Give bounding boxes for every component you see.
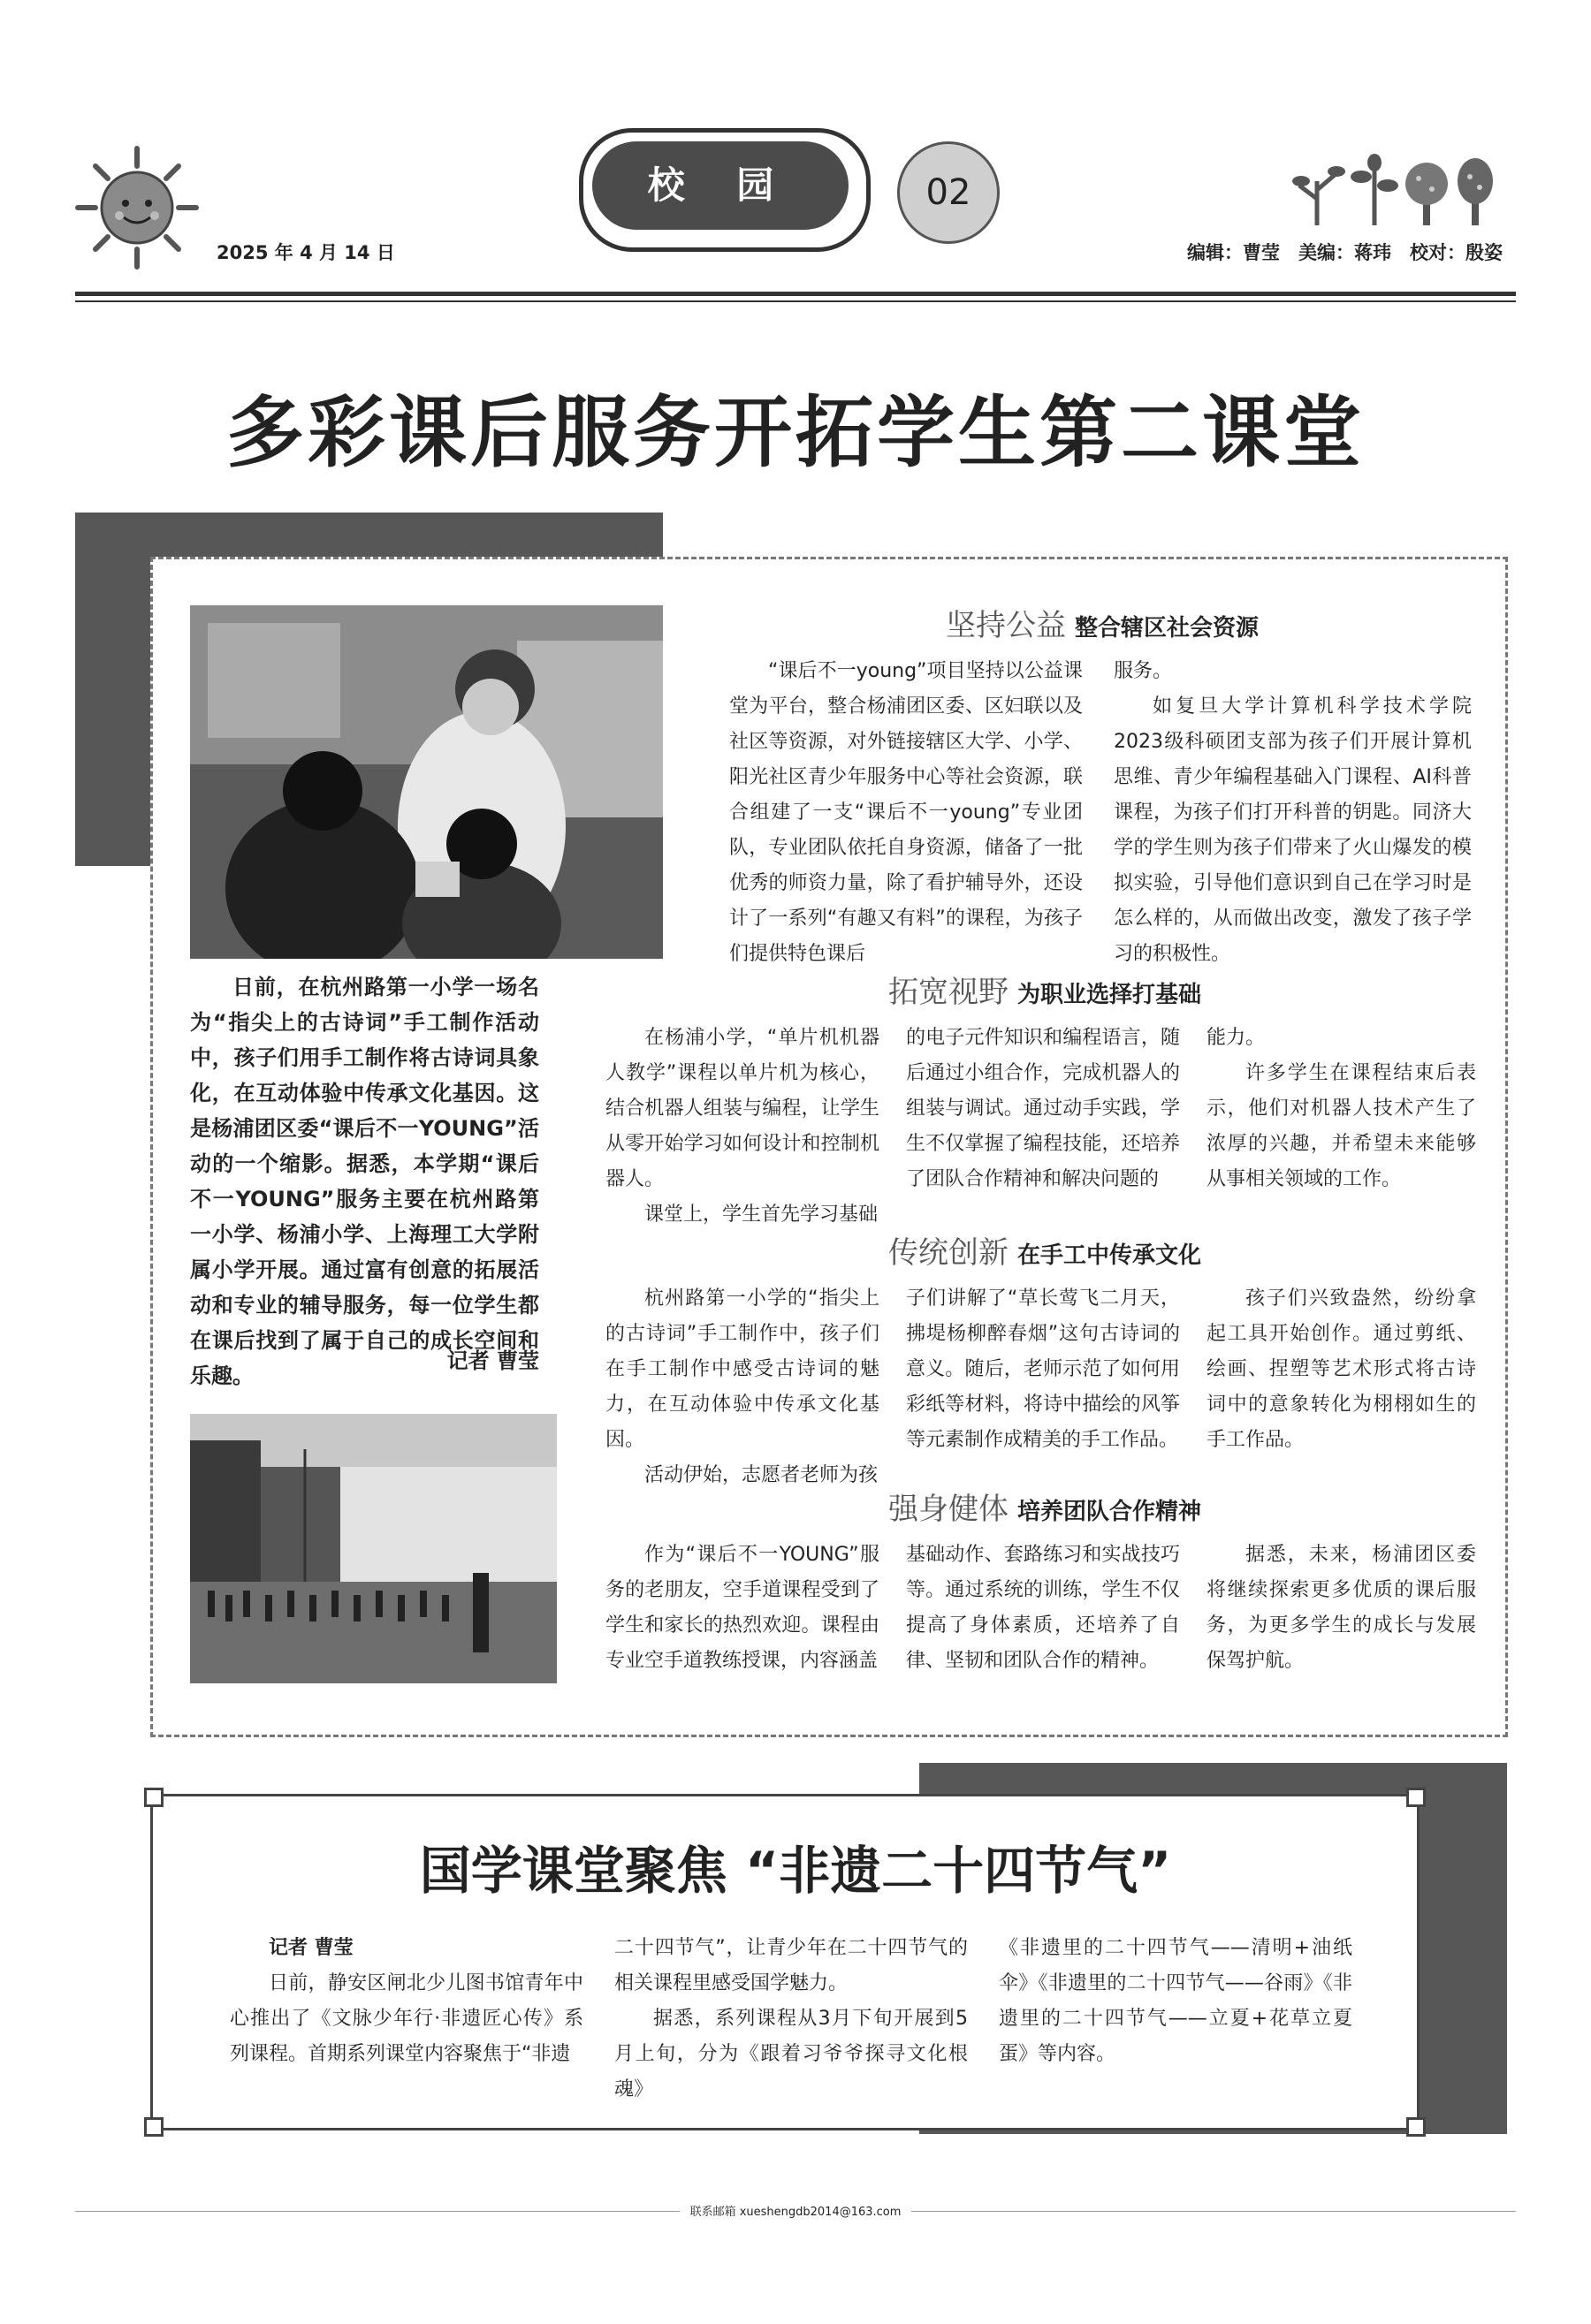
article2-title: 国学课堂聚焦 “非遗二十四节气” xyxy=(419,1841,1172,1901)
paragraph: 的电子元件知识和编程语言，随后通过小组合作，完成机器人的组装与调试。通过动手实践，学生不仅掌握了编程技能，还培养了团队合作精神和解决问题的 xyxy=(906,1027,1180,1190)
article2-col1 xyxy=(230,1931,583,2072)
section-heading-sub: 培养团队合作精神 xyxy=(1017,1499,1202,1525)
trees-icon xyxy=(1290,150,1503,230)
section-heading-sub: 整合辖区社会资源 xyxy=(1075,615,1260,642)
caption-author: 记者 曹莹 xyxy=(446,1348,539,1373)
section3-col1 xyxy=(605,1281,879,1493)
paragraph: 《非遗里的二十四节气——清明+油纸伞》《非遗里的二十四节气——谷雨》《非遗里的二十四节气——立夏+花草立夏蛋》等内容。 xyxy=(999,1937,1352,2065)
article2-col2 xyxy=(614,1931,968,2108)
paragraph: 二十四节气”，让青少年在二十四节气的相关课程里感受国学魅力。 xyxy=(614,1937,968,1994)
paragraph: 日前，静安区闸北少儿图书馆青年中心推出了《文脉少年行·非遗匠心传》系列课程。首期系列课堂内容聚焦于“非遗 xyxy=(230,1972,583,2065)
section-heading-4 xyxy=(888,1485,1201,1528)
section4-col1 xyxy=(605,1538,879,1679)
section3-col3 xyxy=(1207,1281,1476,1458)
paragraph: “课后不一young”项目坚持以公益课堂为平台，整合杨浦团区委、区妇联以及社区等资源，对外链接辖区大学、小学、阳光社区青少年服务中心等社会资源，联合组建了一支“课后不一young”专业团队，专业团队依托自身资源，储备了一批优秀的师资力量，除了看护辅导外，还设计了一系列“有趣又有料”的课程，为孩子们提供特色课后 xyxy=(729,660,1083,965)
photo-karate-class xyxy=(190,1414,557,1683)
header-rule xyxy=(75,292,1516,296)
section-tab: 校 园 xyxy=(592,141,849,230)
paragraph: 课堂上，学生首先学习基础 xyxy=(644,1204,879,1226)
article2-author: 记者 曹莹 xyxy=(269,1937,354,1959)
section-heading-sub: 为职业选择打基础 xyxy=(1017,982,1202,1008)
section2-col3 xyxy=(1207,1021,1476,1197)
issue-date: 2025 年 4 月 14 日 xyxy=(217,242,395,263)
section-heading-1 xyxy=(946,601,1259,644)
footer-contact-text: 联系邮箱 xueshengdb2014@163.com xyxy=(680,2206,912,2219)
paragraph: 杭州路第一小学的“指尖上的古诗词”手工制作中，孩子们在手工制作中感受古诗词的魅力，在互动体验中传承文化基因。 xyxy=(605,1287,879,1451)
section-heading-sub: 在手工中传承文化 xyxy=(1017,1242,1202,1269)
article2-col3 xyxy=(999,1931,1352,2072)
section2-col1 xyxy=(605,1021,879,1233)
paragraph: 孩子们兴致盎然，纷纷拿起工具开始创作。通过剪纸、绘画、捏塑等艺术形式将古诗词中的意象转化为栩栩如生的手工作品。 xyxy=(1207,1287,1476,1451)
header-rule-thin xyxy=(75,300,1516,302)
photo-handcraft-activity xyxy=(190,605,663,959)
paragraph: 如复旦大学计算机科学技术学院2023级科硕团支部为孩子们开展计算机思维、青少年编程基础入门课程、AI科普课程，为孩子们打开科普的钥匙。同济大学的学生则为孩子们带来了火山爆发的模拟实验，引导他们意识到自己在学习时是怎么样的，从而做出改变，激发了孩子学习的积极性。 xyxy=(1114,695,1472,965)
section-heading-main: 强身健体 xyxy=(888,1492,1009,1527)
photo-caption: 日前，在杭州路第一小学一场名为“指尖上的古诗词”手工制作活动中，孩子们用手工制作将古诗词具象化，在互动体验中传承文化基因。这是杨浦团区委“课后不一YOUNG”活动的一个缩影。据悉，本学期“课后不一YOUNG”服务主要在杭州路第一小学、杨浦小学、上海理工大学附属小学开展。通过富有创意的拓展活动和专业的辅导服务，每一位学生都在课后找到了属于自己的成长空间和乐趣。 xyxy=(190,975,539,1388)
section-heading-2 xyxy=(888,968,1201,1011)
editors-credit: 编辑：曹莹 美编：蒋玮 校对：殷姿 xyxy=(1187,242,1503,263)
section-heading-3 xyxy=(888,1228,1201,1272)
paragraph: 活动伊始，志愿者老师为孩 xyxy=(644,1464,879,1486)
paragraph: 基础动作、套路练习和实战技巧等。通过系统的训练，学生不仅提高了身体素质，还培养了自律、坚韧和团队合作的精神。 xyxy=(906,1544,1180,1672)
section-heading-main: 拓宽视野 xyxy=(888,975,1009,1010)
section3-col2 xyxy=(906,1281,1180,1458)
page-number-badge: 02 xyxy=(897,141,1000,244)
paragraph: 据悉，系列课程从3月下旬开展到5月上旬，分为《跟着习爷爷探寻文化根魂》 xyxy=(614,2008,968,2100)
paragraph: 作为“课后不一YOUNG”服务的老朋友，空手道课程受到了学生和家长的热烈欢迎。课程由专业空手道教练授课，内容涵盖 xyxy=(605,1544,879,1672)
paragraph: 子们讲解了“草长莺飞二月天，拂堤杨柳醉春烟”这句古诗词的意义。随后，老师示范了如何用彩纸等材料，将诗中描绘的风筝等元素制作成精美的手工作品。 xyxy=(906,1287,1180,1451)
section4-col3 xyxy=(1207,1538,1476,1679)
sun-icon xyxy=(71,141,203,274)
article-title: 多彩课后服务开拓学生第二课堂 xyxy=(225,387,1365,478)
paragraph: 许多学生在课程结束后表示，他们对机器人技术产生了浓厚的兴趣，并希望未来能够从事相关领域的工作。 xyxy=(1207,1062,1476,1190)
section2-col2 xyxy=(906,1021,1180,1197)
section-heading-main: 坚持公益 xyxy=(946,608,1066,643)
section-heading-main: 传统创新 xyxy=(888,1235,1009,1271)
paragraph: 服务。 xyxy=(1114,660,1173,682)
paragraph: 据悉，未来，杨浦团区委将继续探索更多优质的课后服务，为更多学生的成长与发展保驾护航。 xyxy=(1207,1544,1476,1672)
section1-col2 xyxy=(1114,654,1472,972)
paragraph: 能力。 xyxy=(1207,1027,1266,1049)
section1-col1 xyxy=(729,654,1083,972)
section4-col2 xyxy=(906,1538,1180,1679)
footer-contact xyxy=(0,2202,1591,2219)
paragraph: 在杨浦小学，“单片机机器人教学”课程以单片机为核心，结合机器人组装与编程，让学生从零开始学习如何设计和控制机器人。 xyxy=(605,1027,879,1190)
